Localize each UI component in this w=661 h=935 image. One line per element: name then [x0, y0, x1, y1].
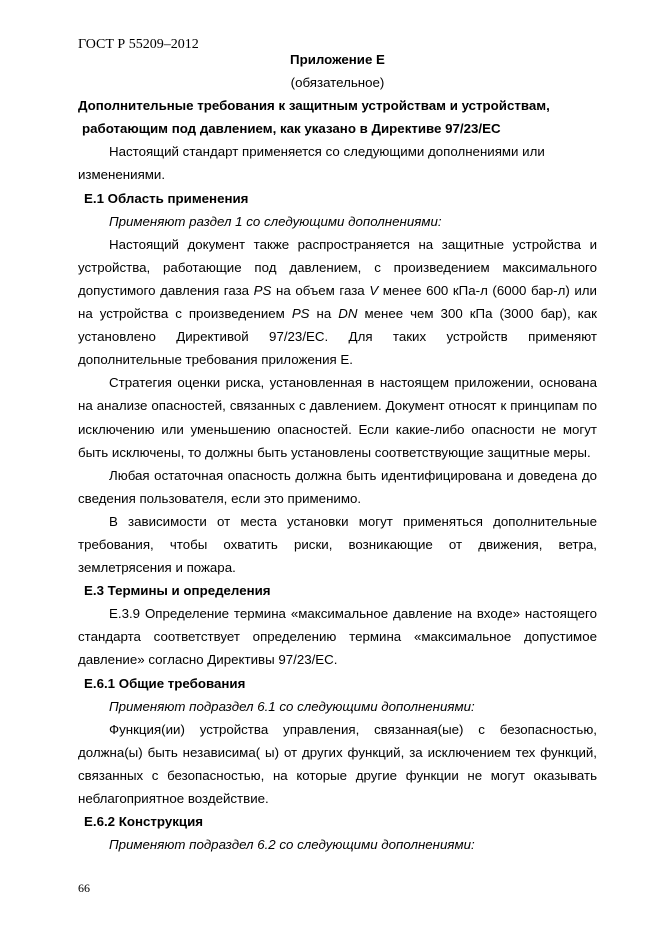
section-e1-paragraph-2: Стратегия оценки риска, установленная в настоящем приложении, основана на анализе опасностей, связанных с давлением. Документ относят к принципам по исключению или уменьшению опасностей. Если какие-либо опасности не могут быть исключены, то должны быть установлены соответствующие защитные меры. [78, 375, 597, 460]
page-body [78, 48, 597, 856]
document-header: ГОСТ Р 55209–2012 [78, 37, 199, 52]
annex-heading-line-1: Дополнительные требования к защитным устройствам и устройствам, [78, 98, 550, 114]
intro-paragraph: Настоящий стандарт применяется со следующими дополнениями или изменениями. [78, 144, 545, 183]
section-e1-paragraph-3: Любая остаточная опасность должна быть идентифицирована и доведена до сведения пользователя, если это применимо. [78, 467, 597, 506]
section-e1-paragraph-4: В зависимости от места установки могут применяться дополнительные требования, чтобы охватить риски, возникающие от движения, ветра, землетрясения и пожара. [78, 513, 597, 576]
annex-status: (обязательное) [290, 75, 385, 91]
section-e3-paragraph-1: E.3.9 Определение термина «максимальное давление на входе» настоящего стандарта соответствует определению термина «максимальное допустимое давление» согласно Директивы 97/23/EC. [78, 606, 597, 668]
annex-title: Приложение E [290, 52, 385, 67]
section-e61-apply: Применяют подраздел 6.1 со следующими дополнениями: [109, 698, 475, 714]
section-e1-apply: Применяют раздел 1 со следующими дополнениями: [109, 213, 442, 229]
section-e62-heading: E.6.2 Конструкция [84, 814, 204, 830]
page-number: 66 [78, 881, 90, 895]
section-e62-apply: Применяют подраздел 6.2 со следующими дополнениями: [109, 837, 475, 853]
section-e3-heading: E.3 Термины и определения [84, 583, 271, 599]
section-e61-heading: E.6.1 Общие требования [84, 675, 246, 691]
section-e1-heading: E.1 Область применения [84, 190, 249, 206]
section-e1-paragraph-1: Настоящий документ также распространяется на защитные устройства и устройства, работающие под давлением, с произведением максимального допустимого давления газа PS на объем газа V менее 600 кПа-л (6000 бар-л) или на устройства с произведением PS на DN менее чем 300 кПа (3000 бар), как установлено Директивой 97/23/EC. Для таких устройств применяют дополнительные требования приложения E. [78, 236, 597, 368]
section-e61-paragraph-1: Функция(ии) устройства управления, связанная(ые) с безопасностью, должна(ы) быть независима( ы) от других функций, за исключением тех функций, связанных с безопасностью, на которые другие функции не могут оказывать неблагоприятное воздействие. [78, 721, 597, 806]
annex-heading-line-2: работающим под давлением, как указано в Директиве 97/23/EC [82, 121, 501, 137]
